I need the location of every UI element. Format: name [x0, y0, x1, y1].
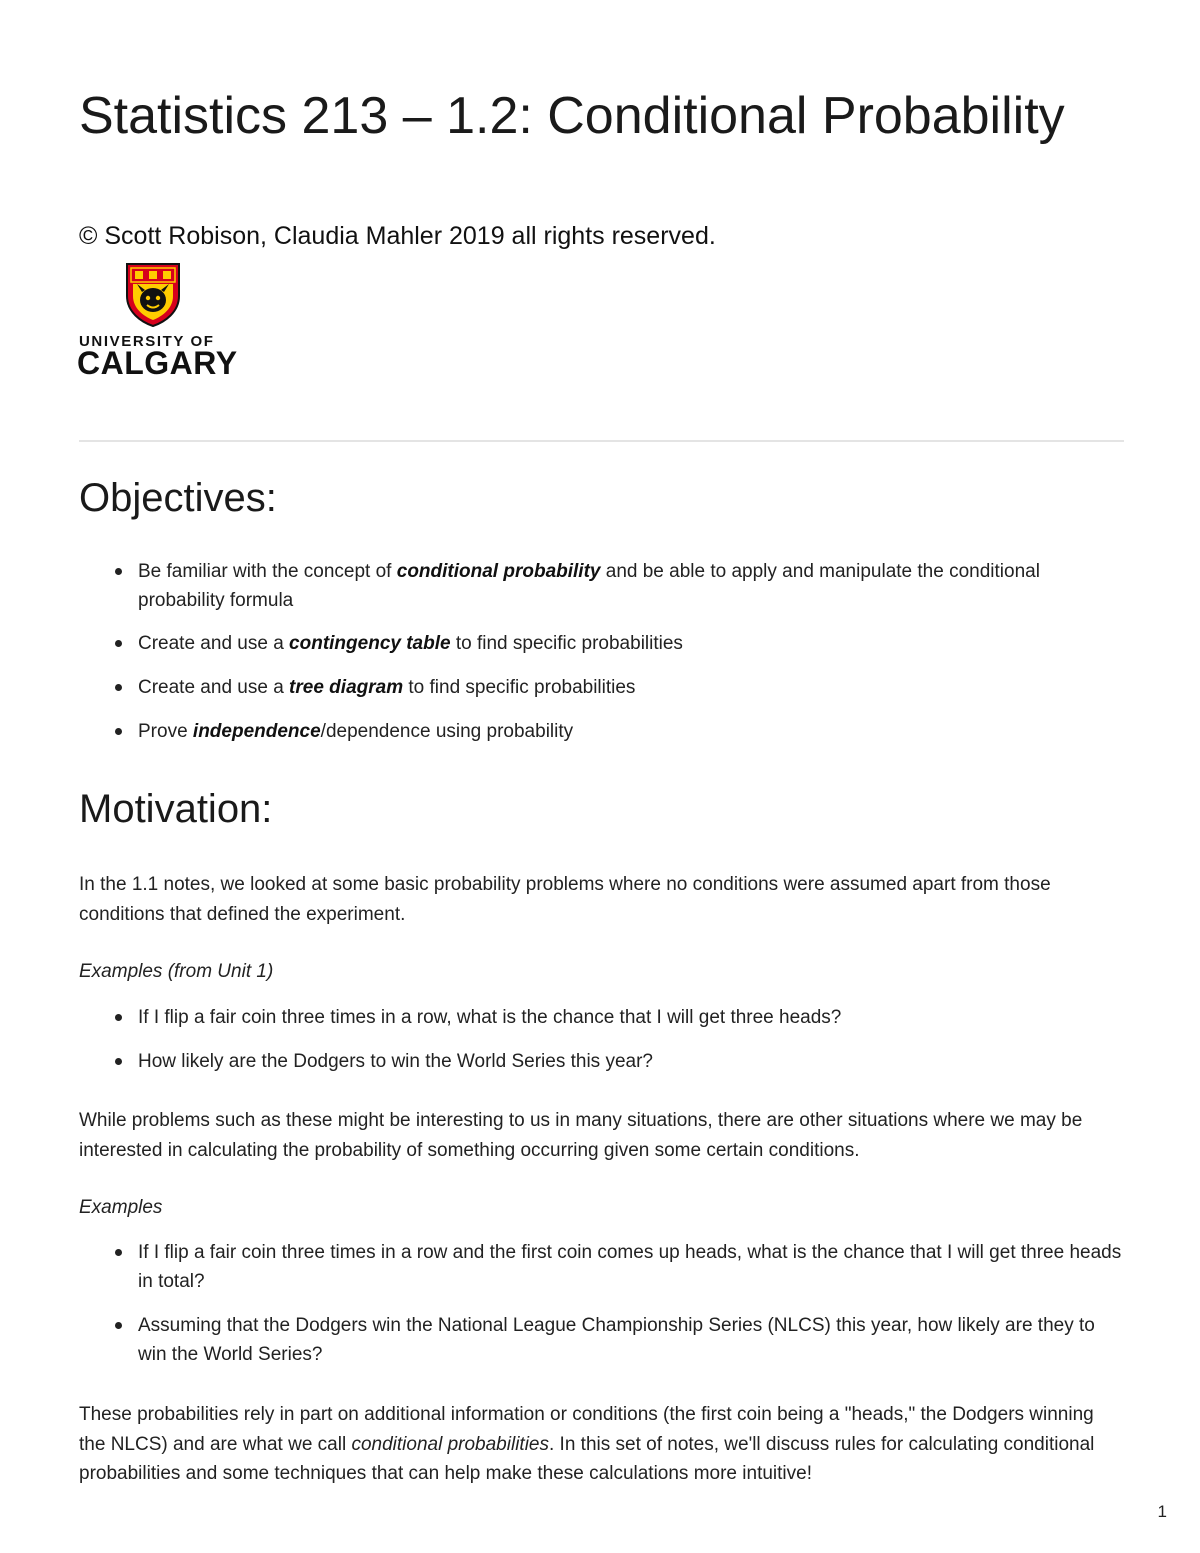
- list-item: Be familiar with the concept of conditional probability and be able to apply and manipulate the conditional probability formula: [79, 557, 1124, 615]
- bullet-icon: [115, 1014, 122, 1021]
- bullet-icon: [115, 728, 122, 735]
- motivation-heading: Motivation:: [79, 787, 273, 831]
- list-item: If I flip a fair coin three times in a row, what is the chance that I will get three heads?: [79, 1003, 1124, 1032]
- list-item: Assuming that the Dodgers win the National League Championship Series (NLCS) this year, how likely are they to win the World Series?: [79, 1311, 1124, 1369]
- logo-text-line2: CALGARY: [77, 345, 238, 381]
- closing-paragraph: These probabilities rely in part on additional information or conditions (the first coin being a "heads," the Dodgers winning the NLCS) and are what we call conditional probabilities. In this set of notes, we'll discuss rules for calculating conditional probabilities and some techniques that can help make these calculations more intuitive!: [79, 1404, 1095, 1484]
- list-item: Create and use a contingency table to find specific probabilities: [79, 629, 1124, 658]
- list-item: Create and use a tree diagram to find specific probabilities: [79, 673, 1124, 702]
- copyright-line: © Scott Robison, Claudia Mahler 2019 all rights reserved.: [79, 222, 716, 250]
- examples-label: Examples: [79, 1197, 163, 1218]
- examples-list-2: [79, 1238, 1124, 1369]
- page-number: 1: [1157, 1502, 1167, 1521]
- objectives-list: [79, 557, 1124, 746]
- middle-paragraph: While problems such as these might be interesting to us in many situations, there are other situations where we may be interested in calculating the probability of something occurring given some certain conditions.: [79, 1110, 1083, 1161]
- crest-shield-icon: [125, 262, 181, 328]
- section-divider: [79, 440, 1124, 442]
- bullet-icon: [115, 1322, 122, 1329]
- page-title: Statistics 213 – 1.2: Conditional Probability: [79, 87, 1065, 145]
- list-item: Prove independence/dependence using probability: [79, 717, 1124, 746]
- bullet-icon: [115, 568, 122, 575]
- intro-paragraph: In the 1.1 notes, we looked at some basic probability problems where no conditions were assumed apart from those conditions that defined the experiment.: [79, 874, 1051, 925]
- university-logo: [79, 262, 239, 382]
- bullet-icon: [115, 640, 122, 647]
- examples-label: Examples (from Unit 1): [79, 961, 274, 982]
- list-item: How likely are the Dodgers to win the World Series this year?: [79, 1047, 1124, 1076]
- objectives-heading: Objectives:: [79, 476, 277, 520]
- bullet-icon: [115, 1249, 122, 1256]
- list-item: If I flip a fair coin three times in a row and the first coin comes up heads, what is the chance that I will get three heads in total?: [79, 1238, 1124, 1296]
- examples-list-1: [79, 1003, 1124, 1076]
- logo-text-line1: UNIVERSITY OF: [79, 333, 215, 350]
- bullet-icon: [115, 1058, 122, 1065]
- bullet-icon: [115, 684, 122, 691]
